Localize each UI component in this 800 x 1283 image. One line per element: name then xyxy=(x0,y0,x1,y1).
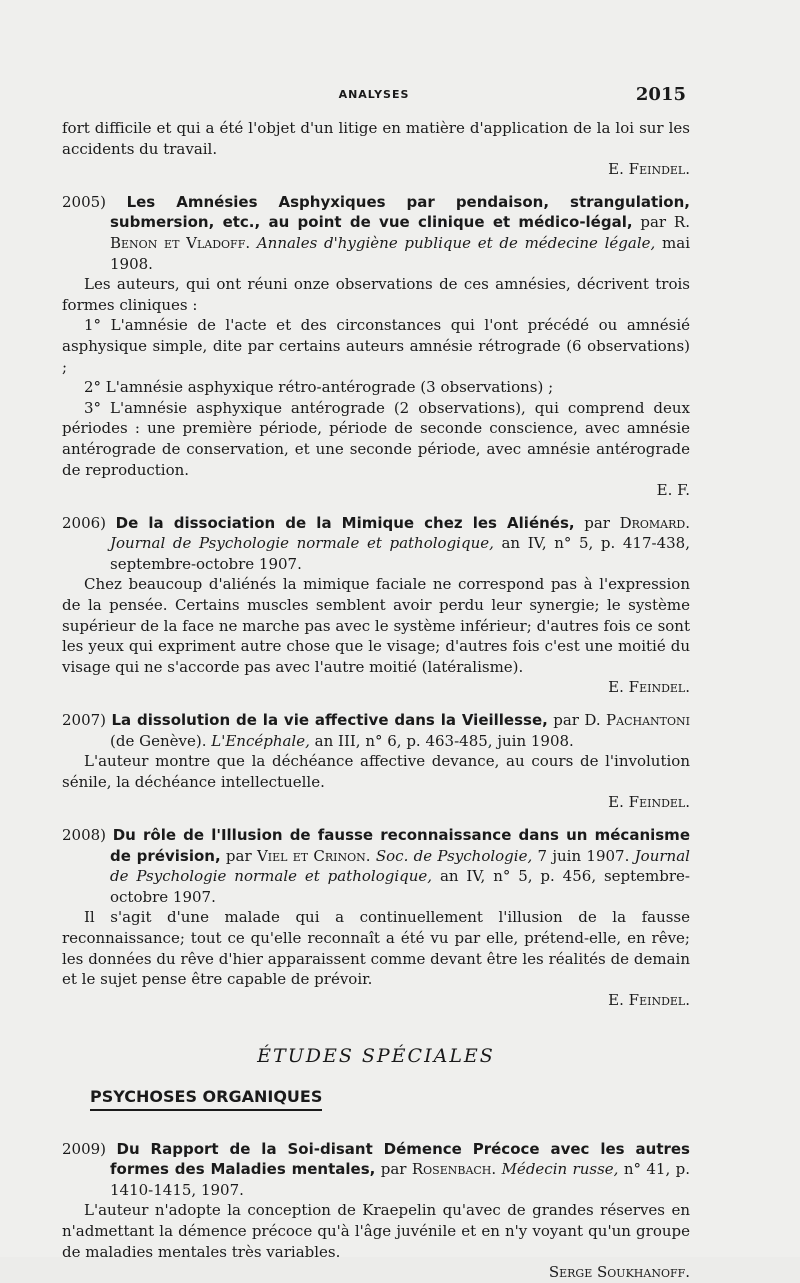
entry-2008 xyxy=(62,825,690,1010)
entry-2007-p1: L'auteur montre que la déchéance affective devance, au cours de l'involution sénile, la déchéance intellectuelle. xyxy=(62,752,690,791)
page-number: 2015 xyxy=(635,84,686,105)
entry-2005-signature: E. F. xyxy=(656,481,690,500)
entry-2005-title: Les Amnésies Asphyxiques par pendaison, strangulation, submersion, etc., au point de vue clinique et médico-légal, xyxy=(110,192,690,232)
entry-2009-authors: Rosenbach. xyxy=(411,1160,497,1179)
entry-2007-title: La dissolution de la vie affective dans la Vieillesse, xyxy=(111,711,548,730)
intro-signature: E. Feindel. xyxy=(608,160,690,179)
entry-2007-journal: L'Encéphale, xyxy=(211,731,310,750)
entry-2006-journal: Journal de Psychologie normale et pathologique, xyxy=(110,534,494,553)
entry-2005-p2: 1° L'amnésie de l'acte et des circonstances qui l'ont précédé ou amnésié asphysique simple, dite par certains auteurs amnésie rétrograde (6 observations) ; xyxy=(62,316,690,376)
entry-2005-p3: 2° L'amnésie asphyxique rétro-antérograde (3 observations) ; xyxy=(84,378,554,397)
intro-paragraph: fort difficile et qui a été l'objet d'un litige en matière d'application de la loi sur les accidents du travail. xyxy=(62,119,690,158)
entry-2005-authors: R. Benon et Vladoff. xyxy=(110,213,690,252)
entry-2008-authors: Viel et Crinon. xyxy=(256,846,371,865)
entry-2008-signature: E. Feindel. xyxy=(608,990,690,1009)
entry-2005-p4: 3° L'amnésie asphyxique antérograde (2 observations), qui comprend deux périodes : une première période, période de seconde conscience, avec amnésie antérograde de conservation, et une seconde période, avec amnésie antérograde de reproduction. xyxy=(62,398,690,479)
entry-2005-p1: Les auteurs, qui ont réuni onze observations de ces amnésies, décrivent trois formes cliniques : xyxy=(62,275,690,314)
header-title: ANALYSES xyxy=(338,88,410,101)
entry-2005-heading: 2005) Les Amnésies Asphyxiques par pendaison, strangulation, submersion, etc., au point de vue clinique et médico-légal, par R. Benon et Vladoff. Annales d'hygiène publique et de médecine légale, mai 1908. xyxy=(62,192,690,273)
entry-2006 xyxy=(62,513,690,698)
entry-2009-signature: Serge Soukhanoff. xyxy=(548,1263,690,1282)
entry-2007-heading: 2007) La dissolution de la vie affective dans la Vieillesse, par D. Pachantoni (de Genève). L'Encéphale, an III, n° 6, p. 463-485, juin 1908. xyxy=(62,711,690,750)
entry-2009-heading: 2009) Du Rapport de la Soi-disant Démence Précoce avec les autres formes des Maladies mentales, par Rosenbach. Médecin russe, n° 41, p. 1410-1415, 1907. xyxy=(62,1139,690,1199)
entry-2006-p1: Chez beaucoup d'aliénés la mimique faciale ne correspond pas à l'expression de la pensée. Certains muscles semblent avoir perdu leur synergie; le système supérieur de la face ne marche pas avec le système inférieur; d'autres fois ce sont les yeux qui expriment autre chose que le visage; d'autres fois c'est une moitié du visage qui ne s'accorde pas avec l'autre moitié (latéralisme). xyxy=(62,575,690,676)
entry-2006-authors: Dromard. xyxy=(619,513,690,532)
entry-2009-title: Du Rapport de la Soi-disant Démence Précoce avec les autres formes des Maladies mentales, xyxy=(110,1139,690,1179)
entry-2005 xyxy=(62,192,690,501)
section-heading: PSYCHOSES ORGANIQUES xyxy=(90,1087,322,1111)
etudes-heading: ÉTUDES SPÉCIALES xyxy=(257,1045,495,1068)
entry-2008-journal-1: Soc. de Psychologie, xyxy=(375,846,533,865)
entry-2007-authors: D. Pachantoni xyxy=(584,711,690,730)
entry-2006-heading: 2006) De la dissociation de la Mimique chez les Aliénés, par Dromard. Journal de Psychologie normale et pathologique, an IV, n° 5, p. 417-438, septembre-octobre 1907. xyxy=(62,513,690,573)
entry-2009-journal: Médecin russe, xyxy=(501,1160,619,1179)
entry-2007 xyxy=(62,710,690,813)
entry-2006-signature: E. Feindel. xyxy=(608,678,690,697)
entry-2009 xyxy=(62,1139,690,1283)
entry-2008-heading: 2008) Du rôle de l'Illusion de fausse reconnaissance dans un mécanisme de prévision, par Viel et Crinon. Soc. de Psychologie, 7 juin 1907. Journal de Psychologie normale et pathologique, an IV, n° 5, p. 456, septembre-octobre 1907. xyxy=(62,826,690,906)
running-header xyxy=(62,84,686,108)
main-column xyxy=(62,118,690,1283)
entry-2008-p1: Il s'agit d'une malade qui a continuellement l'illusion de la fausse reconnaissance; tout ce qu'elle reconnaît a été vu par elle, prétend-elle, en rêve; les données du rêve d'hier apparaissent comme devant être les réalités de demain et le sujet pense être capable de prévoir. xyxy=(62,908,690,989)
entry-2008-journal-2: Journal de Psychologie normale et pathologique, xyxy=(110,846,690,886)
entry-2005-journal: Annales d'hygiène publique et de médecine légale, xyxy=(256,233,656,252)
entry-2008-title: Du rôle de l'Illusion de fausse reconnaissance dans un mécanisme de prévision, xyxy=(110,826,690,865)
entry-2007-signature: E. Feindel. xyxy=(608,793,690,812)
entry-2009-p1: L'auteur n'adopte la conception de Kraepelin qu'avec de grandes réserves en n'admettant la démence précoce qu'à l'âge juvénile et en n'y voyant qu'un groupe de maladies mentales très variables. xyxy=(62,1201,690,1261)
entry-2006-title: De la dissociation de la Mimique chez les Aliénés, xyxy=(115,513,575,532)
